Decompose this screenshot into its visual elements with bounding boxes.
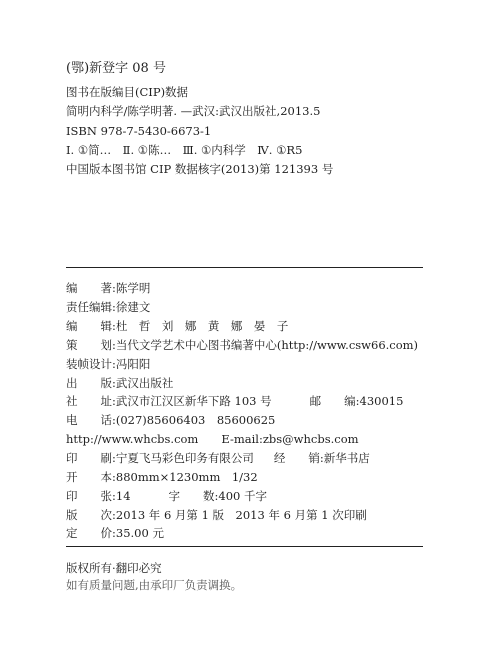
edition-line: 版 次:2013 年 6 月第 1 版 2013 年 6 月第 1 次印刷 <box>66 508 367 522</box>
top-divider <box>66 267 423 268</box>
price-line: 定 价:35.00 元 <box>66 526 164 540</box>
rights-notice: 版权所有·翻印必究 <box>66 561 162 575</box>
cip-title: 图书在版编目(CIP)数据 <box>66 85 189 99</box>
author-line: 编 著:陈学明 <box>66 281 151 295</box>
bottom-divider <box>66 546 423 547</box>
chief-editor-line: 责任编辑:徐建文 <box>66 300 151 314</box>
postcode-line: 邮 编:430015 <box>309 394 404 408</box>
classification: Ⅰ. ①简… Ⅱ. ①陈… Ⅲ. ①内科学 Ⅳ. ①R5 <box>66 143 303 157</box>
publisher-line: 出 版:武汉出版社 <box>66 376 174 390</box>
designer-line: 装帧设计:冯阳阳 <box>66 357 151 371</box>
phone-line: 电 话:(027)85606403 85600625 <box>66 413 276 427</box>
words-line: 字 数:400 千字 <box>168 489 267 503</box>
quality-notice: 如有质量问题,由承印厂负责调换。 <box>66 578 243 592</box>
cip-library-number: 中国版本图书馆 CIP 数据核字(2013)第 121393 号 <box>66 162 334 176</box>
format-line: 开 本:880mm×1230mm 1/32 <box>66 470 258 484</box>
isbn: ISBN 978-7-5430-6673-1 <box>66 124 212 138</box>
address-line: 社 址:武汉市江汉区新华下路 103 号 <box>66 394 272 408</box>
registration-number: (鄂)新登字 08 号 <box>66 61 166 76</box>
printer-row <box>66 451 370 465</box>
cip-record: 简明内科学/陈学明著. —武汉:武汉出版社,2013.5 <box>66 104 321 118</box>
planning-line: 策 划:当代文学艺术中心图书编著中心(http://www.csw66.com) <box>66 338 419 352</box>
address-row <box>66 394 403 408</box>
distributor-line: 经 销:新华书店 <box>273 451 370 465</box>
printer-line: 印 刷:宁夏飞马彩色印务有限公司 <box>66 451 254 465</box>
editors-line: 编 辑:杜 哲 刘 娜 黄 娜 晏 子 <box>66 319 289 333</box>
sheets-line: 印 张:14 <box>66 489 131 503</box>
web-email-line: http://www.whcbs.com E-mail:zbs@whcbs.com <box>66 432 359 446</box>
sheets-row <box>66 489 267 503</box>
